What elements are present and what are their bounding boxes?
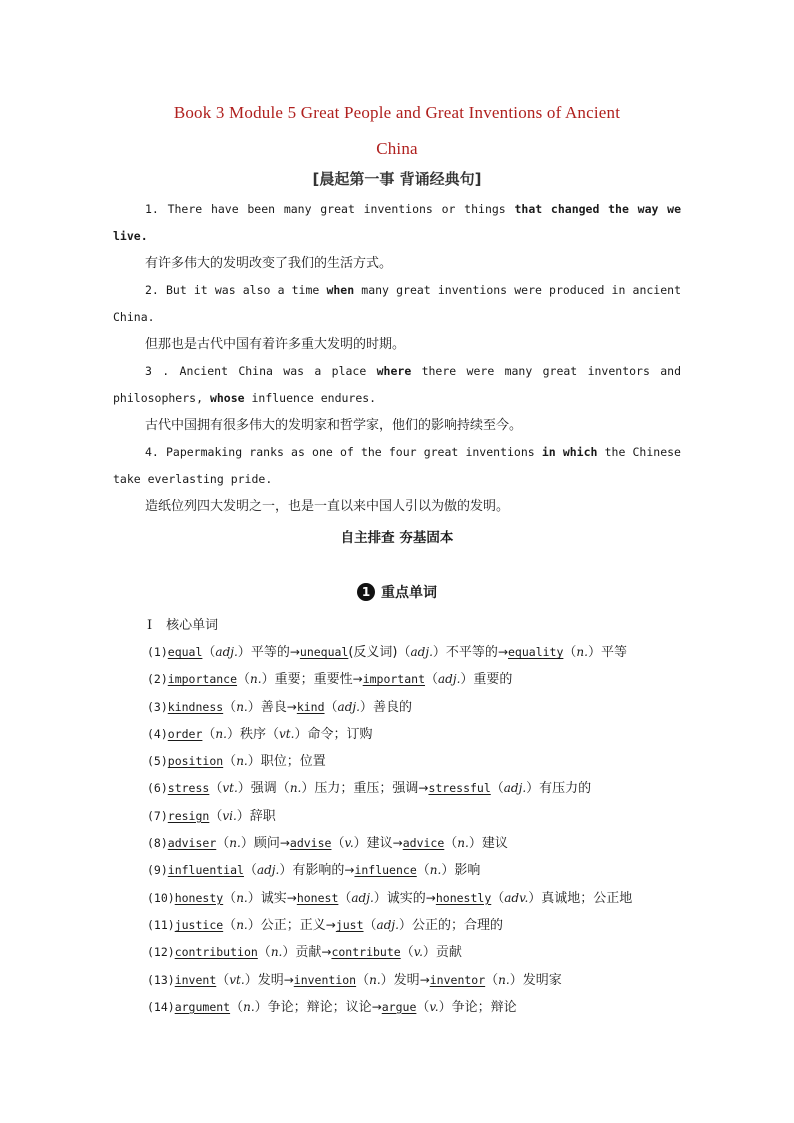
part-of-speech: （vi.） xyxy=(209,808,250,824)
arrow-right-icon: → xyxy=(289,645,300,659)
part-of-speech: （n.） xyxy=(223,754,261,770)
part-of-speech: （n.） xyxy=(276,781,315,797)
item-number: (5) xyxy=(147,754,168,769)
chinese-meaning: 诚实 xyxy=(260,890,287,906)
part-of-speech: （v.） xyxy=(331,836,367,852)
chinese-meaning: 善良的 xyxy=(372,699,412,715)
part-of-speech-label: n. xyxy=(576,645,588,659)
sentence-en xyxy=(113,439,681,493)
chinese-meaning: 压力；重压；强调 xyxy=(314,781,419,797)
part-of-speech-label: n. xyxy=(457,836,469,851)
vocab-word: equality xyxy=(508,645,564,659)
core-words-heading xyxy=(147,614,218,633)
title-line-1: Book 3 Module 5 Great People and Great Inventions of Ancient xyxy=(173,103,621,122)
part-of-speech-label: adj. xyxy=(256,863,280,878)
part-of-speech-label: n. xyxy=(236,890,248,905)
part-of-speech-label: n. xyxy=(498,972,510,987)
arrow-right-icon: → xyxy=(392,836,403,851)
part-of-speech-label: n. xyxy=(236,754,248,769)
part-of-speech: （n.） xyxy=(230,999,268,1015)
vocab-word: order xyxy=(167,726,203,741)
item-number: (14) xyxy=(147,999,175,1014)
part-of-speech: （n.） xyxy=(356,972,394,988)
vocab-word: position xyxy=(167,754,224,769)
sentence-text: 3 . Ancient China was a place xyxy=(145,364,377,378)
chinese-meaning: (反义词) xyxy=(348,645,398,660)
part-of-speech: （adj.） xyxy=(363,917,412,933)
arrow-right-icon: → xyxy=(286,890,297,905)
sentence-zh: 有许多伟大的发明改变了我们的生活方式。 xyxy=(145,256,393,271)
part-of-speech-label: adv. xyxy=(504,890,529,905)
chinese-meaning: 有压力的 xyxy=(539,781,592,797)
part-of-speech: （n.） xyxy=(216,836,254,852)
vocab-word: influence xyxy=(354,863,417,878)
sentence-zh: 但那也是古代中国有着许多重大发明的时期。 xyxy=(145,337,406,352)
chinese-meaning: 命令；订购 xyxy=(307,726,373,742)
arrow-right-icon: → xyxy=(325,917,336,932)
arrow-right-icon: → xyxy=(286,699,297,714)
vocab-word: inventor xyxy=(429,972,486,987)
subsection-heading xyxy=(0,582,794,602)
part-of-speech: （n.） xyxy=(563,645,601,660)
chinese-meaning: 建议 xyxy=(481,836,508,852)
part-of-speech-label: n. xyxy=(215,726,227,741)
part-of-speech-label: n. xyxy=(429,863,442,878)
part-of-speech-label: vt. xyxy=(229,972,245,987)
chinese-meaning: 善良 xyxy=(260,699,287,715)
chinese-meaning: 平等 xyxy=(600,645,627,660)
sentence-text: the Chinese take everlasting pride. xyxy=(113,445,681,486)
vocab-word: importance xyxy=(167,672,238,687)
chinese-meaning: 争论；辩论 xyxy=(451,999,517,1015)
sentence-text: there were many great inventors and philosophers, xyxy=(113,364,681,405)
part-of-speech-label: adj. xyxy=(376,917,399,932)
chinese-meaning: 有影响的 xyxy=(292,863,345,879)
chinese-meaning: 公正；正义 xyxy=(260,917,326,933)
part-of-speech-label: n. xyxy=(270,945,283,960)
vocab-word: adviser xyxy=(167,836,217,851)
vocab-word: kind xyxy=(296,699,325,714)
chinese-meaning: 发明 xyxy=(393,972,420,988)
part-of-speech-label: v. xyxy=(429,999,439,1014)
part-of-speech: （n.） xyxy=(223,699,261,715)
arrow-right-icon: → xyxy=(425,890,436,905)
part-of-speech: （n.） xyxy=(416,863,455,879)
part-of-speech: （adj.） xyxy=(397,645,446,660)
part-of-speech-label: adj. xyxy=(438,672,461,687)
vocab-word: advice xyxy=(402,836,445,851)
part-of-speech: （v.） xyxy=(400,945,436,961)
arrow-right-icon: → xyxy=(371,999,382,1014)
vocab-word: unequal xyxy=(299,645,349,659)
vocab-row xyxy=(147,913,707,940)
vocab-row xyxy=(147,858,707,885)
part-of-speech: （n.） xyxy=(485,972,523,988)
core-words-title: 核心单词 xyxy=(166,618,219,633)
part-of-speech: （n.） xyxy=(444,836,482,852)
part-of-speech-label: n. xyxy=(229,836,241,851)
part-of-speech-label: vi. xyxy=(222,808,237,823)
vocab-row xyxy=(147,667,707,694)
part-of-speech: （adv.） xyxy=(491,890,542,906)
sentence-en xyxy=(113,196,681,250)
item-number: (11) xyxy=(147,917,175,932)
part-of-speech: （adj.） xyxy=(425,672,474,688)
key-phrase: when xyxy=(326,283,355,297)
part-of-speech: （v.） xyxy=(416,999,452,1015)
chinese-meaning: 影响 xyxy=(454,863,481,879)
part-of-speech-label: adj. xyxy=(337,699,360,714)
chinese-meaning: 不平等的 xyxy=(445,645,498,660)
vocab-word: equal xyxy=(167,645,203,659)
sentence-en xyxy=(113,277,681,331)
item-number: (12) xyxy=(147,945,175,960)
item-number: (9) xyxy=(147,863,168,878)
section-subtitle: [晨起第一事 背诵经典句] xyxy=(312,170,482,188)
item-number: (4) xyxy=(147,726,168,741)
part-of-speech-label: vt. xyxy=(279,726,295,741)
part-of-speech-label: n. xyxy=(236,699,248,714)
vocabulary-list xyxy=(147,640,707,1022)
item-number: (13) xyxy=(147,972,175,987)
arrow-right-icon: → xyxy=(497,645,508,659)
chinese-meaning: 公正的；合理的 xyxy=(411,917,503,933)
title-line-2: China xyxy=(376,139,418,158)
part-of-speech: （vt.） xyxy=(216,972,258,988)
part-of-speech-label: vt. xyxy=(222,781,238,796)
item-number: (6) xyxy=(147,781,168,796)
part-of-speech: （adj.） xyxy=(490,781,540,797)
chinese-meaning: 建议 xyxy=(366,836,393,852)
vocab-word: stressful xyxy=(428,781,491,796)
key-phrase: in which xyxy=(541,445,598,459)
vocab-word: argue xyxy=(381,999,417,1014)
vocab-row xyxy=(147,722,707,749)
vocab-row xyxy=(147,640,707,667)
item-number: (1) xyxy=(147,645,168,659)
part-of-speech-label: n. xyxy=(250,672,262,687)
vocab-row xyxy=(147,804,707,831)
part-of-speech: （adj.） xyxy=(338,890,387,906)
arrow-right-icon: → xyxy=(419,972,430,987)
part-of-speech-label: n. xyxy=(236,917,248,932)
arrow-right-icon: → xyxy=(344,863,355,878)
part-of-speech: （adj.） xyxy=(324,699,373,715)
part-of-speech-label: adj. xyxy=(351,890,374,905)
part-of-speech: （n.） xyxy=(237,672,275,688)
part-of-speech-label: n. xyxy=(289,781,302,796)
arrow-right-icon: → xyxy=(352,672,363,687)
part-of-speech-label: adj. xyxy=(503,781,527,796)
arrow-right-icon: → xyxy=(321,945,332,960)
vocab-word: justice xyxy=(174,917,224,932)
vocab-word: just xyxy=(335,917,364,932)
vocab-word: honestly xyxy=(435,890,492,905)
chinese-meaning: 争论；辩论；议论 xyxy=(267,999,372,1015)
vocab-row xyxy=(147,831,707,858)
vocab-row xyxy=(147,749,707,776)
vocab-word: argument xyxy=(174,999,231,1014)
classic-sentences xyxy=(113,196,681,520)
section-heading: 自主排查 夯基固本 xyxy=(340,530,454,546)
chinese-meaning: 真诚地；公正地 xyxy=(541,890,633,906)
vocab-word: invent xyxy=(174,972,217,987)
chinese-meaning: 诚实的 xyxy=(386,890,426,906)
arrow-right-icon: → xyxy=(418,781,429,796)
vocab-row xyxy=(147,695,707,722)
key-phrase: that changed the way we live. xyxy=(113,202,682,243)
vocab-word: influential xyxy=(167,863,244,878)
vocab-word: advise xyxy=(289,836,332,851)
chinese-meaning: 发明家 xyxy=(522,972,562,988)
sentence-zh: 造纸位列四大发明之一，也是一直以来中国人引以为傲的发明。 xyxy=(145,499,510,514)
item-number: (10) xyxy=(147,890,175,905)
vocab-word: invention xyxy=(293,972,357,987)
chinese-meaning: 发明 xyxy=(257,972,284,988)
number-badge: 1 xyxy=(357,583,375,601)
sentence-text: influence endures. xyxy=(244,391,377,405)
vocab-word: kindness xyxy=(167,699,224,714)
chinese-meaning: 贡献 xyxy=(295,945,322,961)
part-of-speech: （adj.） xyxy=(202,645,251,660)
part-of-speech: （vt.） xyxy=(266,726,308,742)
part-of-speech-label: adj. xyxy=(215,645,238,659)
vocab-word: contribution xyxy=(174,945,258,960)
vocab-row xyxy=(147,940,707,967)
item-number: (3) xyxy=(147,699,168,714)
part-of-speech: （n.） xyxy=(257,945,296,961)
vocab-row xyxy=(147,968,707,995)
sentence-text: many great inventions were produced in ancient China. xyxy=(113,283,681,324)
chinese-meaning: 贡献 xyxy=(435,945,462,961)
part-of-speech-label: v. xyxy=(344,836,354,851)
subsection-title: 重点单词 xyxy=(381,585,437,601)
part-of-speech: （vt.） xyxy=(209,781,251,797)
page-title xyxy=(110,95,684,167)
sentence-text: 4. Papermaking ranks as one of the four great inventions xyxy=(145,445,542,459)
sentence-text: 1. There have been many great inventions or things xyxy=(145,202,515,216)
part-of-speech: （adj.） xyxy=(243,863,293,879)
key-phrase: where xyxy=(376,364,412,378)
vocab-word: honest xyxy=(296,890,339,905)
vocab-word: stress xyxy=(167,781,210,796)
sentence-text: 2. But it was also a time xyxy=(145,283,327,297)
part-of-speech-label: adj. xyxy=(410,645,433,659)
roman-numeral: Ⅰ xyxy=(147,618,153,633)
chinese-meaning: 辞职 xyxy=(249,808,276,824)
part-of-speech: （n.） xyxy=(202,726,240,742)
vocab-row xyxy=(147,886,707,913)
chinese-meaning: 顾问 xyxy=(253,836,280,852)
part-of-speech: （n.） xyxy=(223,890,261,906)
sentence-en xyxy=(113,358,681,412)
chinese-meaning: 重要；重要性 xyxy=(274,672,353,688)
key-phrase: whose xyxy=(209,391,245,405)
vocab-row xyxy=(147,776,707,803)
vocab-row xyxy=(147,995,707,1022)
arrow-right-icon: → xyxy=(279,836,290,851)
vocab-word: resign xyxy=(167,808,210,823)
chinese-meaning: 强调 xyxy=(250,781,277,797)
part-of-speech-label: n. xyxy=(369,972,381,987)
part-of-speech-label: v. xyxy=(413,945,423,960)
vocab-word: important xyxy=(362,672,425,687)
item-number: (7) xyxy=(147,808,168,823)
chinese-meaning: 重要的 xyxy=(473,672,513,688)
chinese-meaning: 平等的 xyxy=(250,645,290,660)
arrow-right-icon: → xyxy=(283,972,294,987)
vocab-word: contribute xyxy=(331,945,401,960)
part-of-speech-label: n. xyxy=(243,999,255,1014)
item-number: (2) xyxy=(147,672,168,687)
chinese-meaning: 职位；位置 xyxy=(260,754,326,770)
part-of-speech: （n.） xyxy=(223,917,261,933)
sentence-zh: 古代中国拥有很多伟大的发明家和哲学家，他们的影响持续至今。 xyxy=(145,418,523,433)
vocab-word: honesty xyxy=(174,890,224,905)
item-number: (8) xyxy=(147,836,168,851)
chinese-meaning: 秩序 xyxy=(239,726,266,742)
